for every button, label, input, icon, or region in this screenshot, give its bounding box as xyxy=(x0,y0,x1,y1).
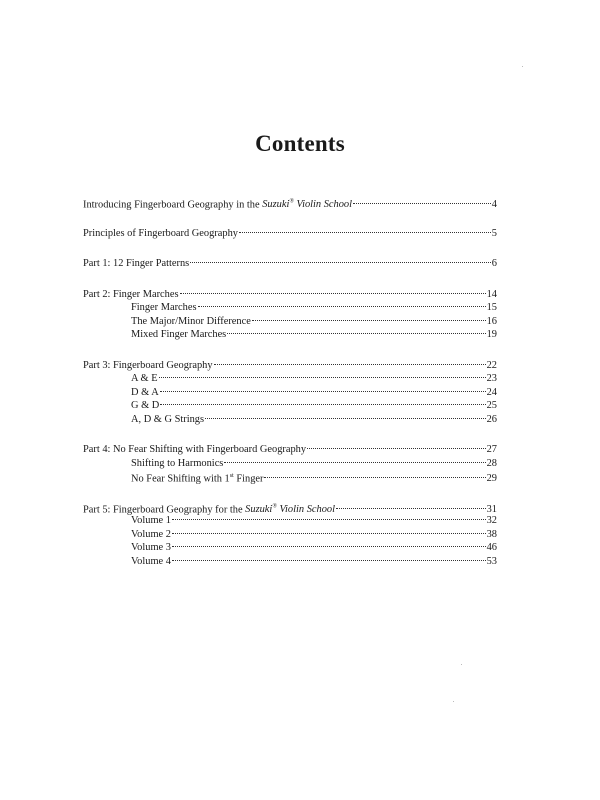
toc-page-number: 22 xyxy=(486,359,497,371)
toc-entry-label: G & D xyxy=(131,400,160,411)
toc-entry-part3[interactable] xyxy=(83,359,497,373)
dot-leader xyxy=(205,418,486,419)
toc-entry-part1[interactable] xyxy=(83,257,497,271)
toc-page-number: 15 xyxy=(486,302,497,313)
toc-page-number: 14 xyxy=(486,288,497,300)
table-of-contents xyxy=(83,196,497,585)
toc-entry-part2[interactable] xyxy=(83,288,497,302)
dot-leader xyxy=(160,404,485,405)
scan-speck xyxy=(461,664,462,665)
toc-subentry[interactable] xyxy=(83,301,497,315)
toc-page-number: 27 xyxy=(486,444,497,455)
toc-page-number: 26 xyxy=(486,413,497,425)
toc-subentry[interactable] xyxy=(83,470,497,484)
toc-entry-label: Part 2: Finger Marches xyxy=(83,288,179,300)
toc-page-number: 28 xyxy=(486,457,497,469)
dot-leader xyxy=(160,391,486,392)
dot-leader xyxy=(239,232,491,233)
toc-subentry[interactable] xyxy=(83,315,497,329)
dot-leader xyxy=(307,448,486,449)
toc-entry-label: Introducing Fingerboard Geography in the Suzuki® Violin School xyxy=(83,199,353,211)
toc-entry-label: Shifting to Harmonics xyxy=(131,457,224,469)
dot-leader xyxy=(336,508,486,509)
toc-entry-label: Part 4: No Fear Shifting with Fingerboard Geography xyxy=(83,444,307,455)
toc-entry-label: Part 1: 12 Finger Patterns xyxy=(83,258,190,269)
toc-subentry[interactable] xyxy=(83,457,497,471)
dot-leader xyxy=(172,546,486,547)
toc-entry-label: Principles of Fingerboard Geography xyxy=(83,227,238,239)
toc-entry-part4[interactable] xyxy=(83,443,497,457)
toc-entry-principles[interactable] xyxy=(83,227,497,241)
dot-leader xyxy=(198,306,486,307)
toc-group-part5 xyxy=(83,501,497,569)
toc-group-intro xyxy=(83,196,497,210)
dot-leader xyxy=(180,293,486,294)
toc-page-number: 5 xyxy=(491,227,497,239)
dot-leader xyxy=(172,533,486,534)
toc-page-number: 6 xyxy=(491,258,497,269)
page-title: Contents xyxy=(255,131,345,156)
toc-subentry[interactable] xyxy=(83,555,497,569)
dot-leader xyxy=(227,333,485,334)
toc-entry-label: Finger Marches xyxy=(131,302,197,313)
toc-entry-label: Volume 1 xyxy=(131,515,171,526)
toc-group-principles xyxy=(83,227,497,241)
toc-entry-label: Mixed Finger Marches xyxy=(131,329,227,340)
toc-entry-label: A & E xyxy=(131,373,158,384)
toc-page-number: 46 xyxy=(486,542,497,553)
scan-speck xyxy=(453,701,454,702)
toc-subentry[interactable] xyxy=(83,386,497,400)
dot-leader xyxy=(224,462,485,463)
dot-leader xyxy=(214,364,486,365)
toc-entry-label: Volume 2 xyxy=(131,528,171,540)
toc-group-part4 xyxy=(83,443,497,484)
toc-group-part2 xyxy=(83,288,497,342)
toc-subentry[interactable] xyxy=(83,541,497,555)
toc-page-number: 25 xyxy=(486,400,497,411)
toc-subentry[interactable] xyxy=(83,528,497,542)
dot-leader xyxy=(252,320,486,321)
toc-entry-label: No Fear Shifting with 1st Finger xyxy=(131,473,264,485)
toc-page-number: 24 xyxy=(486,386,497,398)
dot-leader xyxy=(353,203,491,204)
dot-leader xyxy=(159,377,486,378)
toc-page-number: 32 xyxy=(486,515,497,526)
toc-page-number: 4 xyxy=(491,199,497,211)
toc-entry-label: D & A xyxy=(131,386,159,398)
toc-entry-label: Volume 4 xyxy=(131,555,171,567)
toc-entry-label: A, D & G Strings xyxy=(131,413,205,425)
dot-leader xyxy=(264,477,485,478)
toc-entry-label: Volume 3 xyxy=(131,542,171,553)
toc-subentry[interactable] xyxy=(83,372,497,386)
toc-group-part1 xyxy=(83,257,497,271)
toc-page-number: 23 xyxy=(486,373,497,384)
toc-page-number: 19 xyxy=(486,329,497,340)
toc-page-number: 16 xyxy=(486,315,497,327)
toc-entry-label: Part 3: Fingerboard Geography xyxy=(83,359,213,371)
dot-leader xyxy=(172,519,486,520)
toc-page-number: 38 xyxy=(486,528,497,540)
toc-group-part3 xyxy=(83,359,497,427)
dot-leader xyxy=(172,560,486,561)
toc-page-number: 29 xyxy=(486,473,497,485)
toc-entry-part5[interactable] xyxy=(83,501,497,515)
toc-entry-label: Part 5: Fingerboard Geography for the Suzuki® Violin School xyxy=(83,503,335,515)
scan-speck xyxy=(522,66,523,67)
toc-subentry[interactable] xyxy=(83,328,497,342)
toc-entry-label: The Major/Minor Difference xyxy=(131,315,251,327)
toc-page-number: 53 xyxy=(486,555,497,567)
dot-leader xyxy=(190,262,491,263)
toc-subentry[interactable] xyxy=(83,399,497,413)
toc-entry-intro[interactable] xyxy=(83,196,497,210)
toc-page-number: 31 xyxy=(486,503,497,515)
toc-subentry[interactable] xyxy=(83,413,497,427)
